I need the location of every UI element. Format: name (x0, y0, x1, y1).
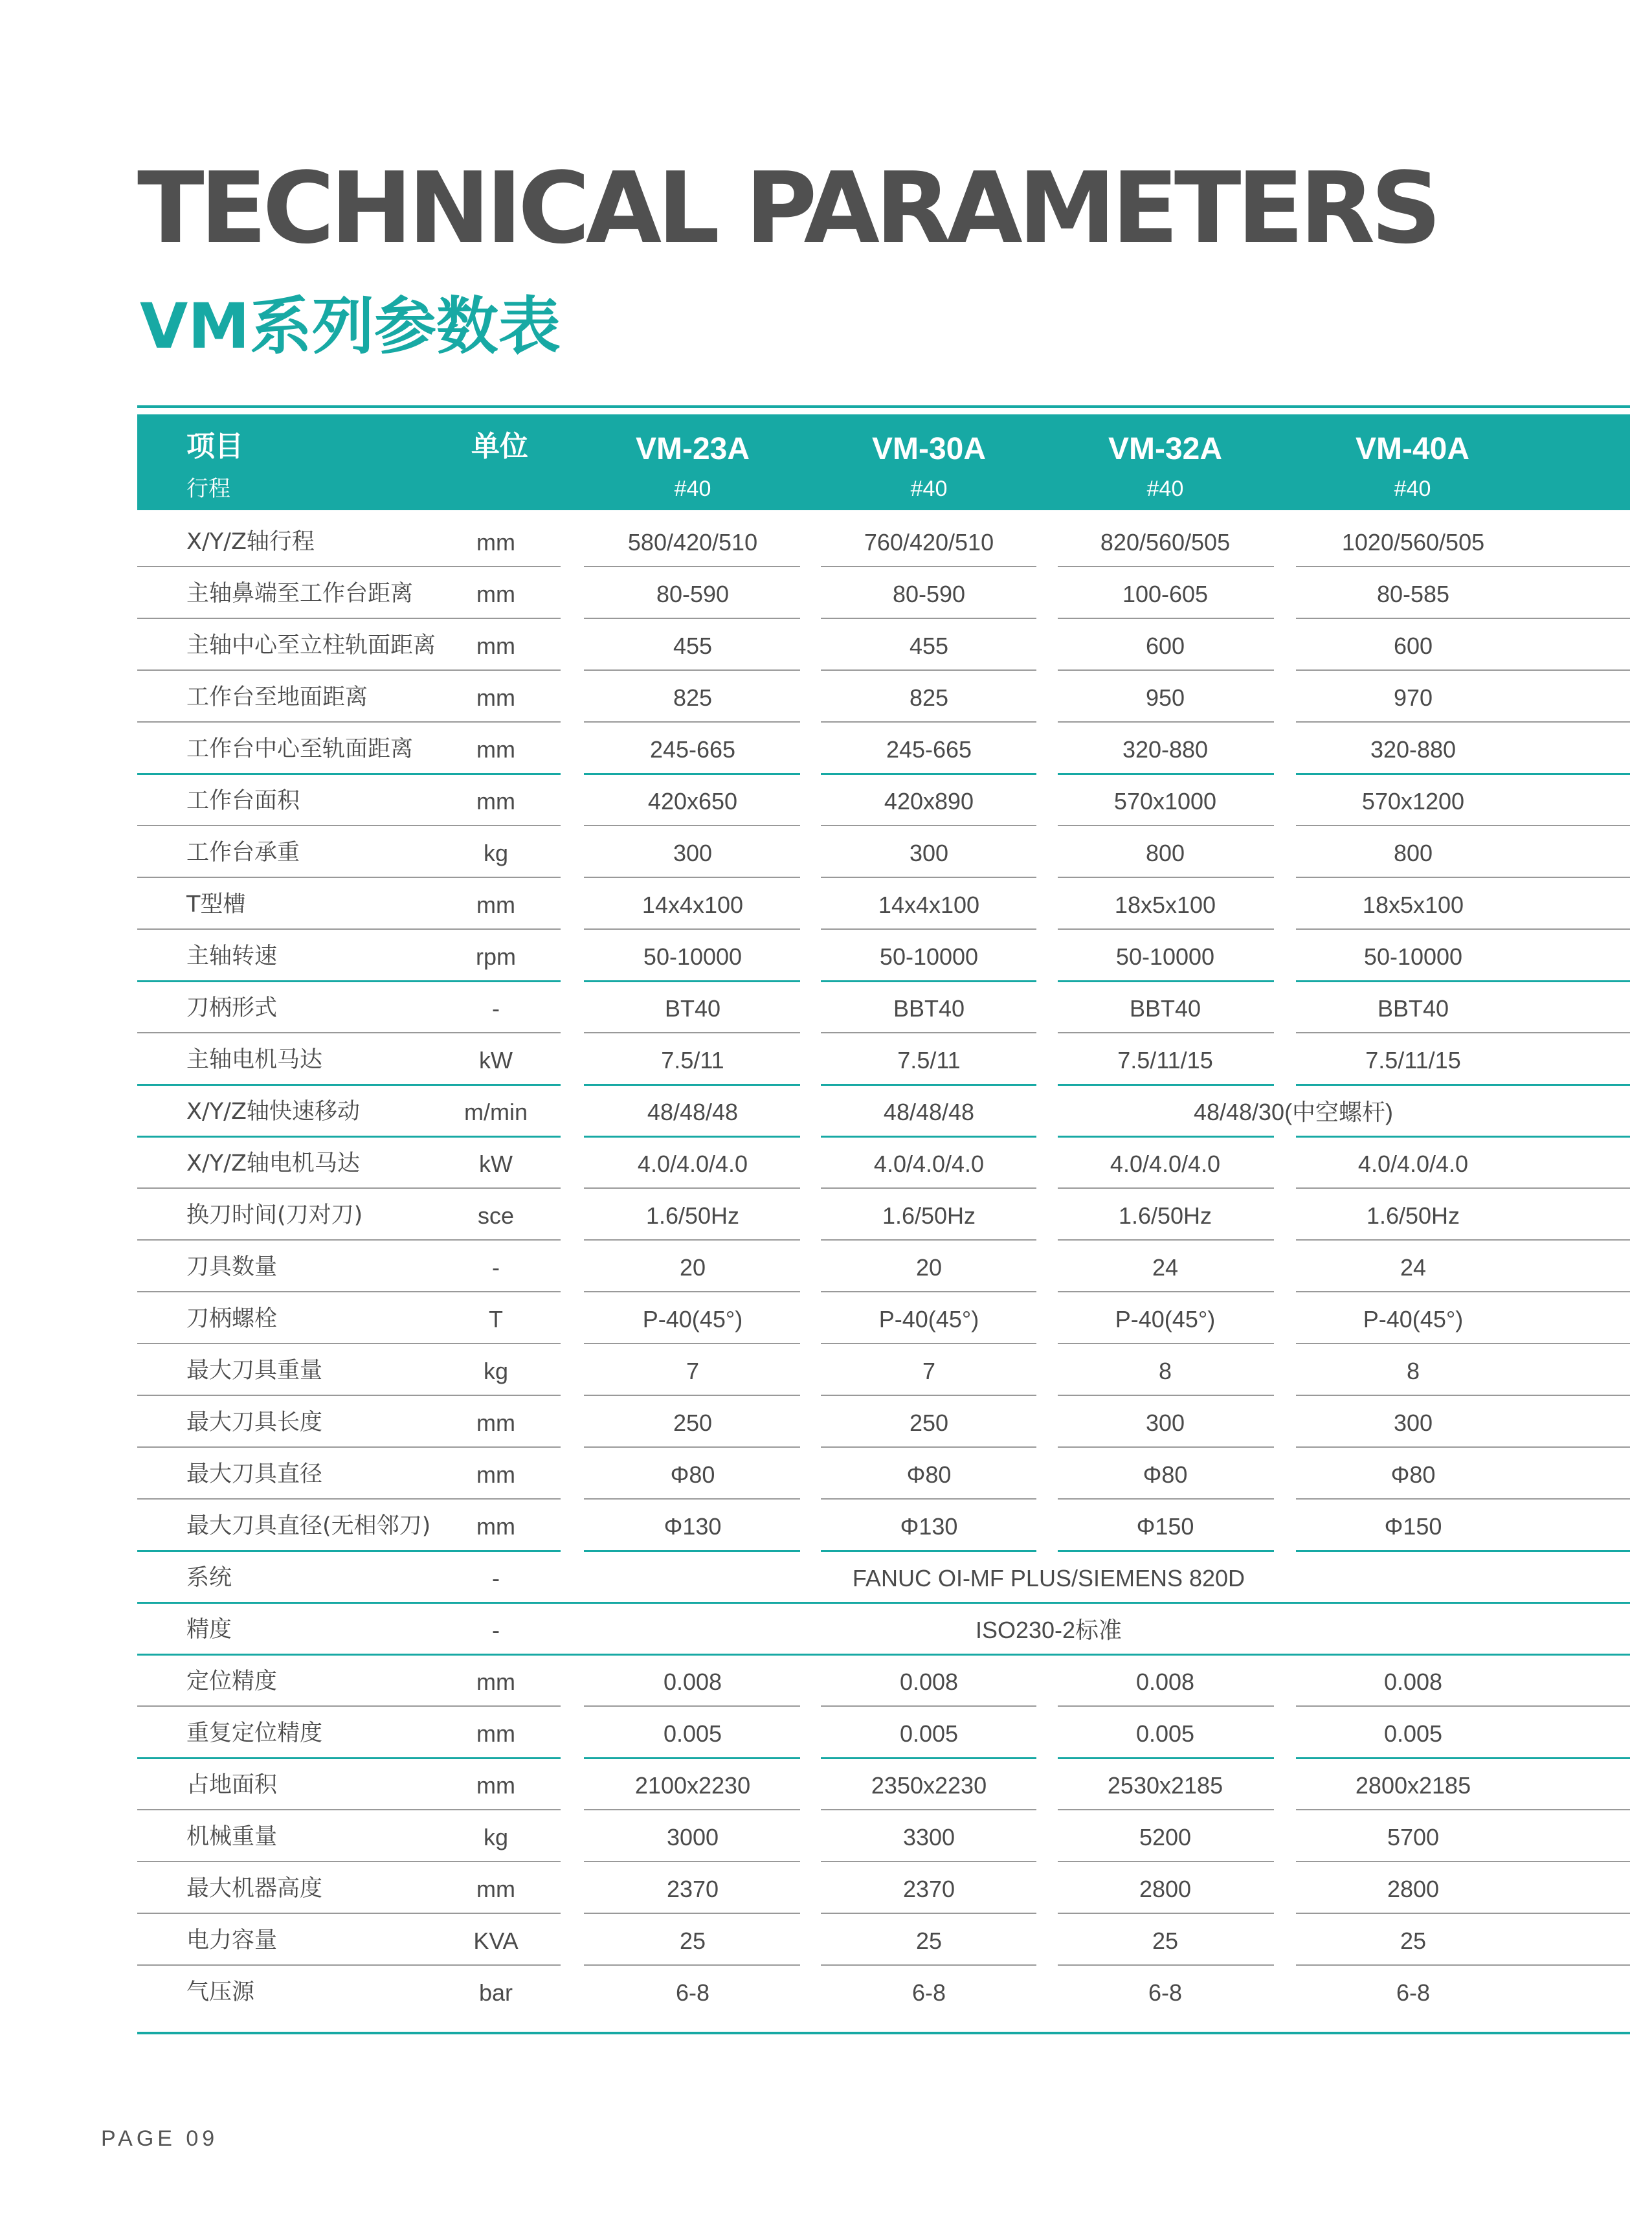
table-row (0, 1655, 1652, 1707)
row-unit: mm (476, 1513, 515, 1540)
row-value: 2800 (1139, 1876, 1192, 1902)
row-unit: kg (483, 1358, 509, 1384)
row-value: 570x1200 (1361, 788, 1465, 815)
row-value: 0.008 (1135, 1669, 1195, 1695)
row-value: 570x1000 (1113, 788, 1217, 815)
row-value: Φ80 (906, 1461, 952, 1488)
row-unit: mm (476, 1876, 515, 1902)
row-value: 420x650 (647, 788, 738, 815)
row-value: 7.5/11 (897, 1047, 961, 1074)
table-row (0, 1759, 1652, 1810)
row-value: 7 (922, 1358, 936, 1384)
row-parameter-name: 工作台至地面距离 (186, 684, 368, 710)
table-row (0, 1137, 1652, 1189)
row-parameter-name: 气压源 (186, 1979, 255, 2005)
row-parameter-name: 机械重量 (186, 1824, 278, 1850)
row-unit: mm (476, 581, 515, 607)
row-parameter-name: 刀具数量 (186, 1254, 278, 1280)
row-value: 250 (909, 1410, 949, 1436)
row-value: BBT40 (1377, 995, 1449, 1022)
row-parameter-name: 系统 (186, 1565, 232, 1591)
row-value: 0.005 (1135, 1720, 1195, 1747)
row-value: 0.005 (899, 1720, 959, 1747)
row-parameter-name: 最大刀具直径 (186, 1461, 323, 1487)
table-row (0, 1966, 1652, 2018)
row-unit: mm (476, 1461, 515, 1488)
header-sub-vm-23a: #40 (674, 477, 711, 501)
row-value: 8 (1406, 1358, 1420, 1384)
row-value: 825 (673, 684, 713, 711)
row-value: 80-585 (1376, 581, 1450, 607)
row-value: 1.6/50Hz (1118, 1202, 1212, 1229)
table-top-rule (137, 405, 1630, 408)
row-unit: T (489, 1306, 503, 1332)
row-value: 80-590 (892, 581, 966, 607)
row-value: 420x890 (884, 788, 974, 815)
table-row (0, 1033, 1652, 1085)
row-value: 455 (909, 633, 949, 659)
row-value: 50-10000 (879, 943, 979, 970)
row-value: 0.005 (663, 1720, 722, 1747)
row-unit: mm (476, 788, 515, 815)
header-item-label: 项目 (186, 430, 243, 463)
row-parameter-name: 工作台中心至轨面距离 (186, 736, 414, 762)
row-value: 6-8 (675, 1979, 710, 2006)
row-unit: mm (476, 736, 515, 763)
row-value: 2100x2230 (634, 1772, 751, 1799)
row-unit: kW (479, 1047, 513, 1074)
page-number: PAGE 09 (101, 2126, 219, 2151)
row-value: 24 (1400, 1254, 1427, 1281)
row-unit: rpm (476, 943, 516, 970)
row-value: 6-8 (1396, 1979, 1431, 2006)
row-value: 18x5x100 (1114, 892, 1216, 918)
row-value: 50-10000 (1363, 943, 1463, 970)
row-parameter-name: 主轴电机马达 (186, 1047, 323, 1073)
row-unit: mm (476, 633, 515, 659)
row-unit: mm (476, 1410, 515, 1436)
row-value: 50-10000 (643, 943, 742, 970)
row-value: 970 (1393, 684, 1433, 711)
row-parameter-name: 刀柄螺栓 (186, 1306, 278, 1332)
row-value: 245-665 (886, 736, 972, 763)
row-value: 245-665 (649, 736, 736, 763)
table-row (0, 1292, 1652, 1344)
row-value: 600 (1145, 633, 1185, 659)
table-row (0, 982, 1652, 1033)
row-value: 0.008 (899, 1669, 959, 1695)
table-row (0, 671, 1652, 723)
row-value: P-40(45°) (642, 1306, 743, 1332)
row-value: 2370 (666, 1876, 719, 1902)
row-value: 7 (686, 1358, 700, 1384)
row-parameter-name: 换刀时间(刀对刀) (186, 1202, 363, 1228)
row-value: 4.0/4.0/4.0 (873, 1151, 985, 1177)
header-model-vm-30a: VM-30A (871, 432, 987, 466)
row-unit: bar (478, 1979, 513, 2006)
row-parameter-name: 重复定位精度 (186, 1720, 323, 1746)
table-row (0, 1085, 1652, 1137)
row-unit: - (492, 1254, 500, 1281)
row-value: 25 (1152, 1928, 1179, 1954)
row-parameter-name: 最大刀具长度 (186, 1410, 323, 1435)
header-sub-vm-32a: #40 (1146, 477, 1184, 501)
row-parameter-name: X/Y/Z轴行程 (186, 529, 315, 555)
row-unit: m/min (464, 1099, 528, 1125)
row-value: 1020/560/505 (1341, 529, 1485, 556)
row-parameter-name: 最大刀具重量 (186, 1358, 323, 1384)
page-subtitle: VM系列参数表 (140, 290, 561, 363)
row-value: BBT40 (893, 995, 965, 1022)
row-value: P-40(45°) (1115, 1306, 1216, 1332)
row-value: 24 (1152, 1254, 1179, 1281)
row-value: 320-880 (1122, 736, 1209, 763)
row-value: 18x5x100 (1362, 892, 1464, 918)
row-value: Φ130 (900, 1513, 958, 1540)
row-parameter-name: 定位精度 (186, 1669, 278, 1694)
row-value: 580/420/510 (627, 529, 758, 556)
row-parameter-name: 占地面积 (186, 1772, 278, 1798)
row-value: BBT40 (1129, 995, 1201, 1022)
row-value: 48/48/48 (647, 1099, 739, 1125)
row-value: 100-605 (1122, 581, 1209, 607)
row-value: 1.6/50Hz (1366, 1202, 1460, 1229)
row-value: 80-590 (656, 581, 730, 607)
row-value: 320-880 (1370, 736, 1457, 763)
row-value: 2530x2185 (1107, 1772, 1223, 1799)
row-value: 20 (679, 1254, 706, 1281)
row-value: Φ130 (664, 1513, 722, 1540)
row-value: 4.0/4.0/4.0 (1357, 1151, 1469, 1177)
header-sub-vm-40a: #40 (1394, 477, 1431, 501)
row-value: 800 (1145, 840, 1185, 866)
row-value: 250 (673, 1410, 713, 1436)
row-value: 2800x2185 (1355, 1772, 1471, 1799)
table-header (137, 414, 1630, 510)
table-row (0, 1344, 1652, 1396)
table-row (0, 878, 1652, 930)
table-row (0, 826, 1652, 878)
table-row (0, 1862, 1652, 1914)
row-value: Φ80 (1390, 1461, 1436, 1488)
table-row (0, 619, 1652, 671)
row-value: 0.005 (1383, 1720, 1443, 1747)
row-unit: mm (476, 1772, 515, 1799)
row-unit: kW (479, 1151, 513, 1177)
row-value: 0.008 (1383, 1669, 1443, 1695)
row-value: 6-8 (1148, 1979, 1183, 2006)
row-unit: mm (476, 1669, 515, 1695)
row-parameter-name: X/Y/Z轴快速移动 (186, 1099, 360, 1125)
table-row (0, 930, 1652, 982)
row-value: 5700 (1387, 1824, 1440, 1850)
header-model-vm-32a: VM-32A (1108, 432, 1223, 466)
page-title: TECHNICAL PARAMETERS (137, 151, 1437, 265)
row-unit: - (492, 1617, 500, 1643)
row-value: 4.0/4.0/4.0 (637, 1151, 748, 1177)
row-value: 800 (1393, 840, 1433, 866)
row-value: Φ150 (1136, 1513, 1194, 1540)
table-row (0, 1448, 1652, 1500)
row-value: 6-8 (911, 1979, 946, 2006)
row-parameter-name: X/Y/Z轴电机马达 (186, 1151, 360, 1176)
row-value: 300 (673, 840, 713, 866)
row-value: 25 (679, 1928, 706, 1954)
row-parameter-name: 主轴转速 (186, 943, 278, 969)
table-row (0, 567, 1652, 619)
row-value: 0.008 (663, 1669, 722, 1695)
table-row (0, 1396, 1652, 1448)
row-value: 25 (915, 1928, 943, 1954)
row-value: BT40 (664, 995, 721, 1022)
row-value: 950 (1145, 684, 1185, 711)
row-value: 1.6/50Hz (882, 1202, 976, 1229)
row-value: 3300 (902, 1824, 955, 1850)
row-value: 1.6/50Hz (645, 1202, 740, 1229)
row-value: P-40(45°) (1363, 1306, 1464, 1332)
row-parameter-name: 精度 (186, 1617, 232, 1643)
table-row (0, 723, 1652, 774)
row-value: 300 (1145, 1410, 1185, 1436)
row-unit: mm (476, 1720, 515, 1747)
row-value: 825 (909, 684, 949, 711)
row-value: 820/560/505 (1100, 529, 1231, 556)
row-value: 600 (1393, 633, 1433, 659)
row-parameter-name: 主轴鼻端至工作台距离 (186, 581, 414, 607)
row-merged-value: 48/48/30(中空螺杆) (1193, 1099, 1394, 1125)
header-unit-label: 单位 (471, 430, 528, 463)
row-value: 48/48/48 (883, 1099, 975, 1125)
row-value: 25 (1400, 1928, 1427, 1954)
header-model-vm-23a: VM-23A (635, 432, 750, 466)
row-unit: mm (476, 684, 515, 711)
row-unit: kg (483, 840, 509, 866)
table-row (0, 1914, 1652, 1966)
row-unit: mm (476, 892, 515, 918)
row-parameter-name: 工作台面积 (186, 788, 300, 814)
row-value: 3000 (666, 1824, 719, 1850)
table-row (0, 1189, 1652, 1241)
table-row (0, 1241, 1652, 1292)
row-value: 5200 (1139, 1824, 1192, 1850)
row-unit: KVA (473, 1928, 519, 1954)
row-value: Φ80 (1143, 1461, 1188, 1488)
row-value: Φ80 (670, 1461, 715, 1488)
row-value: 2370 (902, 1876, 955, 1902)
row-value: 300 (1393, 1410, 1433, 1436)
row-value: 300 (909, 840, 949, 866)
row-value: 8 (1158, 1358, 1172, 1384)
row-value: 14x4x100 (642, 892, 744, 918)
table-row (0, 1551, 1652, 1603)
table-row (0, 515, 1652, 567)
row-value: 7.5/11/15 (1117, 1047, 1213, 1074)
row-merged-value: FANUC OI-MF PLUS/SIEMENS 820D (852, 1565, 1245, 1591)
row-parameter-name: 最大刀具直径(无相邻刀) (186, 1513, 431, 1539)
row-parameter-name: 最大机器高度 (186, 1876, 323, 1902)
row-value: 7.5/11/15 (1365, 1047, 1461, 1074)
row-value: 2350x2230 (871, 1772, 987, 1799)
row-parameter-name: 电力容量 (186, 1928, 278, 1953)
row-value: P-40(45°) (878, 1306, 979, 1332)
row-parameter-name: 工作台承重 (186, 840, 300, 866)
row-value: 50-10000 (1115, 943, 1215, 970)
row-unit: sce (477, 1202, 515, 1229)
table-row (0, 774, 1652, 826)
row-value: 14x4x100 (878, 892, 980, 918)
row-unit: mm (476, 529, 515, 556)
row-parameter-name: 主轴中心至立柱轨面距离 (186, 633, 436, 658)
row-value: 7.5/11 (661, 1047, 724, 1074)
table-row (0, 1810, 1652, 1862)
row-merged-value: ISO230-2标准 (975, 1617, 1122, 1643)
row-value: 760/420/510 (864, 529, 994, 556)
row-value: 20 (915, 1254, 943, 1281)
row-unit: - (492, 1565, 500, 1591)
row-value: 4.0/4.0/4.0 (1110, 1151, 1221, 1177)
row-unit: - (492, 995, 500, 1022)
row-value: 2800 (1387, 1876, 1440, 1902)
table-bottom-rule (137, 2032, 1630, 2034)
header-sub-vm-30a: #40 (910, 477, 948, 501)
row-unit: kg (483, 1824, 509, 1850)
table-row (0, 1707, 1652, 1759)
row-parameter-name: T型槽 (186, 892, 246, 917)
row-parameter-name: 刀柄形式 (186, 995, 278, 1021)
header-item-sublabel: 行程 (186, 476, 230, 502)
row-value: 455 (673, 633, 713, 659)
header-model-vm-40a: VM-40A (1355, 432, 1470, 466)
row-value: Φ150 (1384, 1513, 1442, 1540)
table-row (0, 1500, 1652, 1551)
table-row (0, 1603, 1652, 1655)
